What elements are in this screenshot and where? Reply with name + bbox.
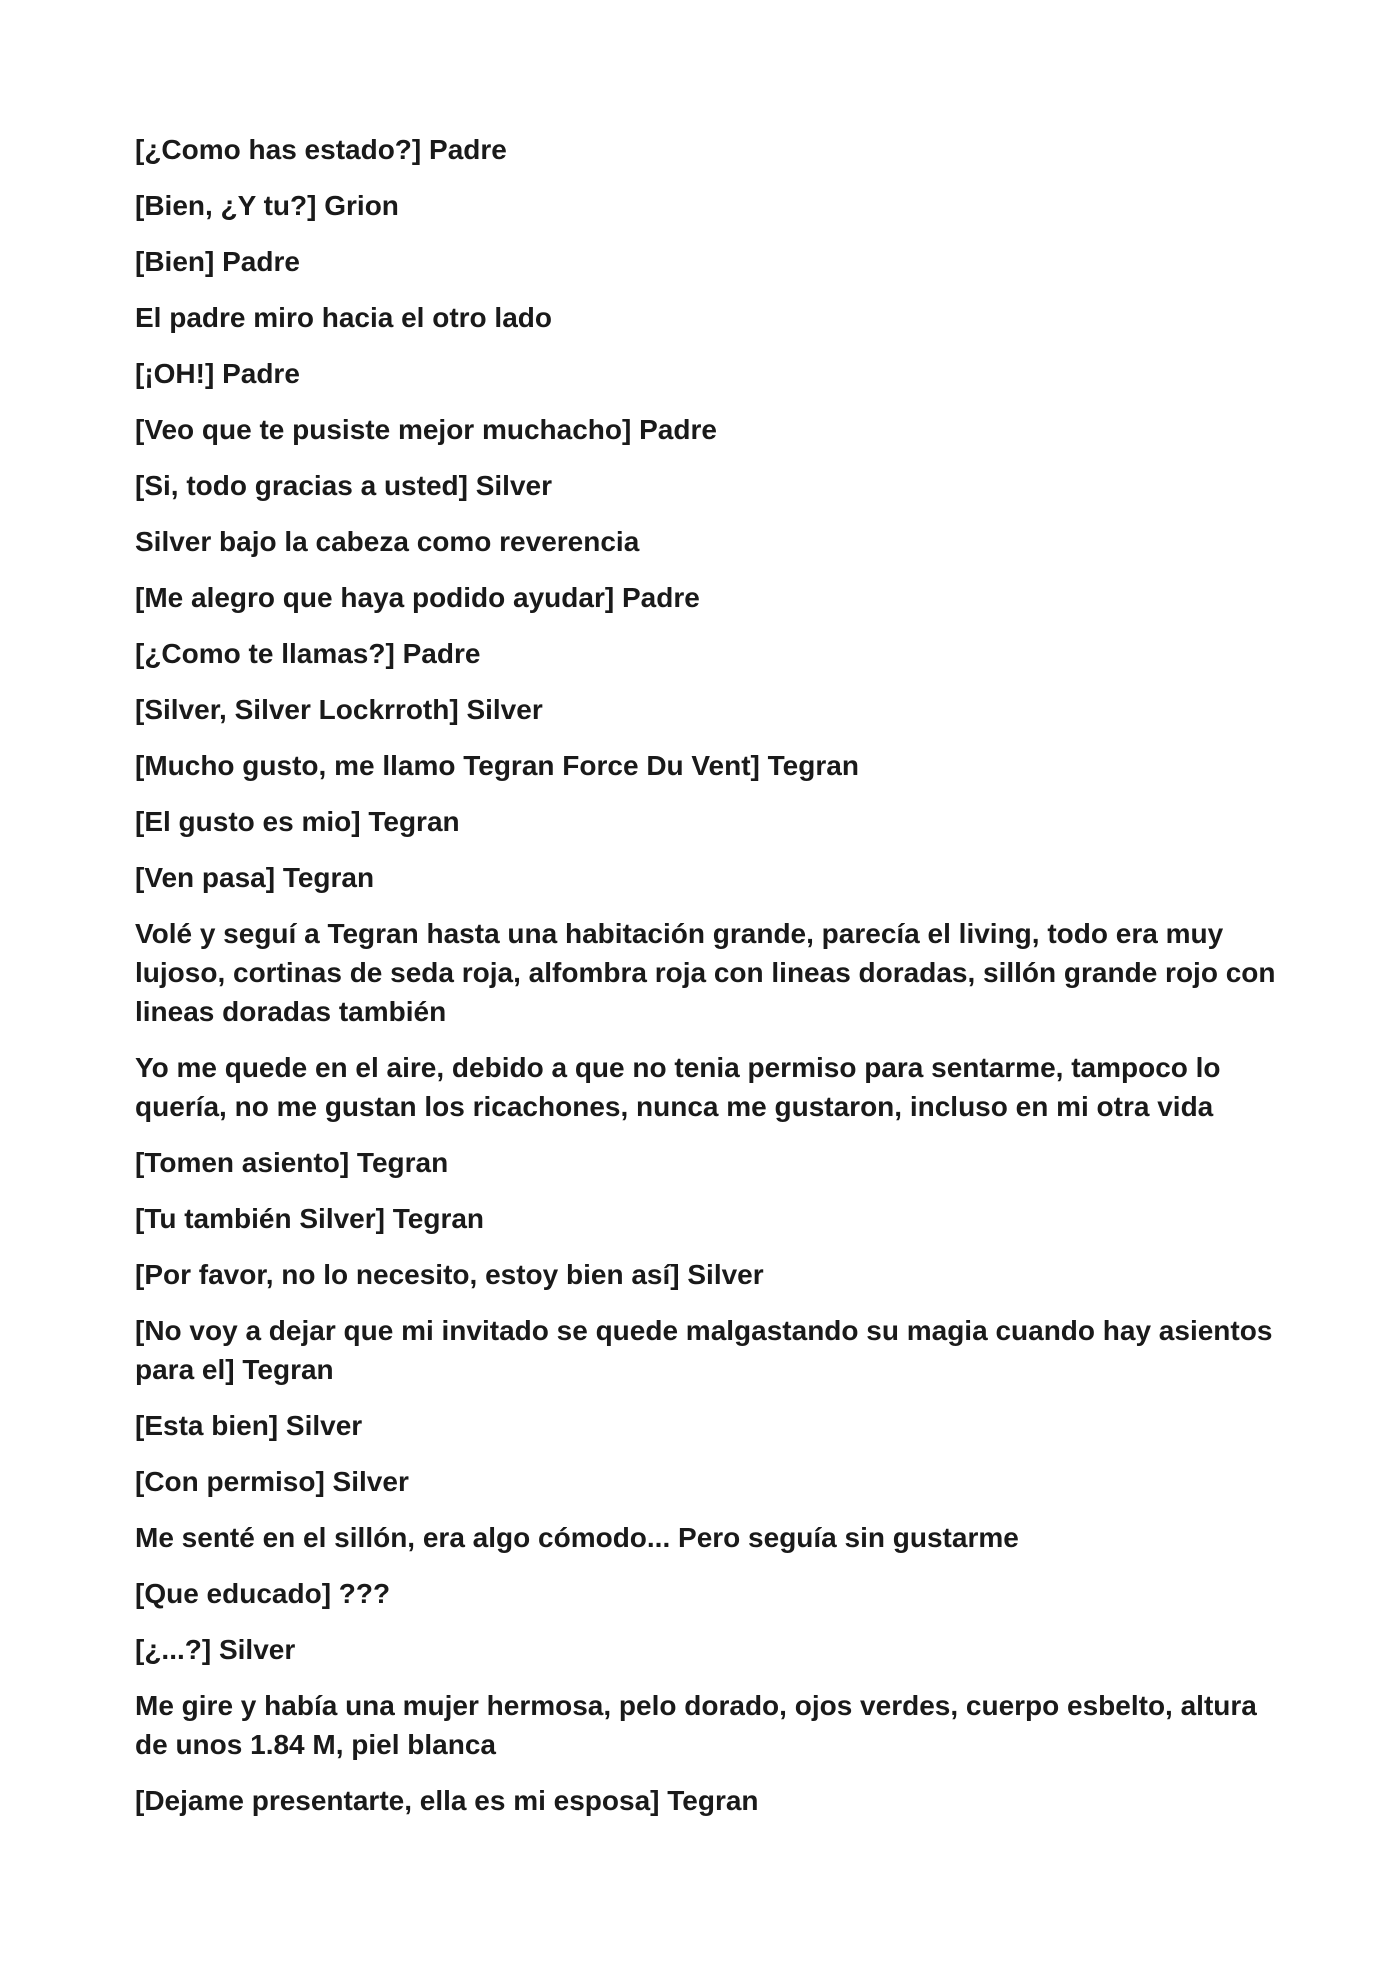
paragraph: Me senté en el sillón, era algo cómodo... Pero seguía sin gustarme: [135, 1522, 1019, 1553]
paragraph: El padre miro hacia el otro lado: [135, 302, 552, 333]
paragraph: [Dejame presentarte, ella es mi esposa] Tegran: [135, 1785, 759, 1816]
paragraph: [¿Como has estado?] Padre: [135, 134, 507, 165]
paragraph: [Con permiso] Silver: [135, 1466, 409, 1497]
paragraph: [Veo que te pusiste mejor muchacho] Padre: [135, 414, 717, 445]
paragraph: [Por favor, no lo necesito, estoy bien así] Silver: [135, 1259, 764, 1290]
paragraph: [Tu también Silver] Tegran: [135, 1203, 485, 1234]
paragraph: [Bien] Padre: [135, 246, 300, 277]
paragraph: [Bien, ¿Y tu?] Grion: [135, 190, 399, 221]
paragraph: Yo me quede en el aire, debido a que no tenia permiso para sentarme, tampoco lo quería, no me gustan los ricachones, nunca me gustaron, incluso en mi otra vida: [135, 1052, 1221, 1122]
paragraph: [Ven pasa] Tegran: [135, 862, 375, 893]
paragraph: Volé y seguí a Tegran hasta una habitación grande, parecía el living, todo era muy lujoso, cortinas de seda roja, alfombra roja con lineas doradas, sillón grande rojo con lineas doradas también: [135, 918, 1276, 1027]
paragraph: [Esta bien] Silver: [135, 1410, 363, 1441]
paragraph: [No voy a dejar que mi invitado se quede malgastando su magia cuando hay asientos para el] Tegran: [135, 1315, 1273, 1385]
paragraph: [El gusto es mio] Tegran: [135, 806, 460, 837]
paragraph: [Tomen asiento] Tegran: [135, 1147, 449, 1178]
paragraph: [Me alegro que haya podido ayudar] Padre: [135, 582, 700, 613]
paragraph: Me gire y había una mujer hermosa, pelo dorado, ojos verdes, cuerpo esbelto, altura de unos 1.84 M, piel blanca: [135, 1690, 1257, 1760]
paragraph: [Si, todo gracias a usted] Silver: [135, 470, 553, 501]
paragraph: [Silver, Silver Lockrroth] Silver: [135, 694, 543, 725]
paragraph: Silver bajo la cabeza como reverencia: [135, 526, 640, 557]
paragraph: [¿Como te llamas?] Padre: [135, 638, 481, 669]
paragraph: [Que educado] ???: [135, 1578, 391, 1609]
paragraph: [¿...?] Silver: [135, 1634, 296, 1665]
paragraph: [Mucho gusto, me llamo Tegran Force Du Vent] Tegran: [135, 750, 859, 781]
paragraph: [¡OH!] Padre: [135, 358, 300, 389]
